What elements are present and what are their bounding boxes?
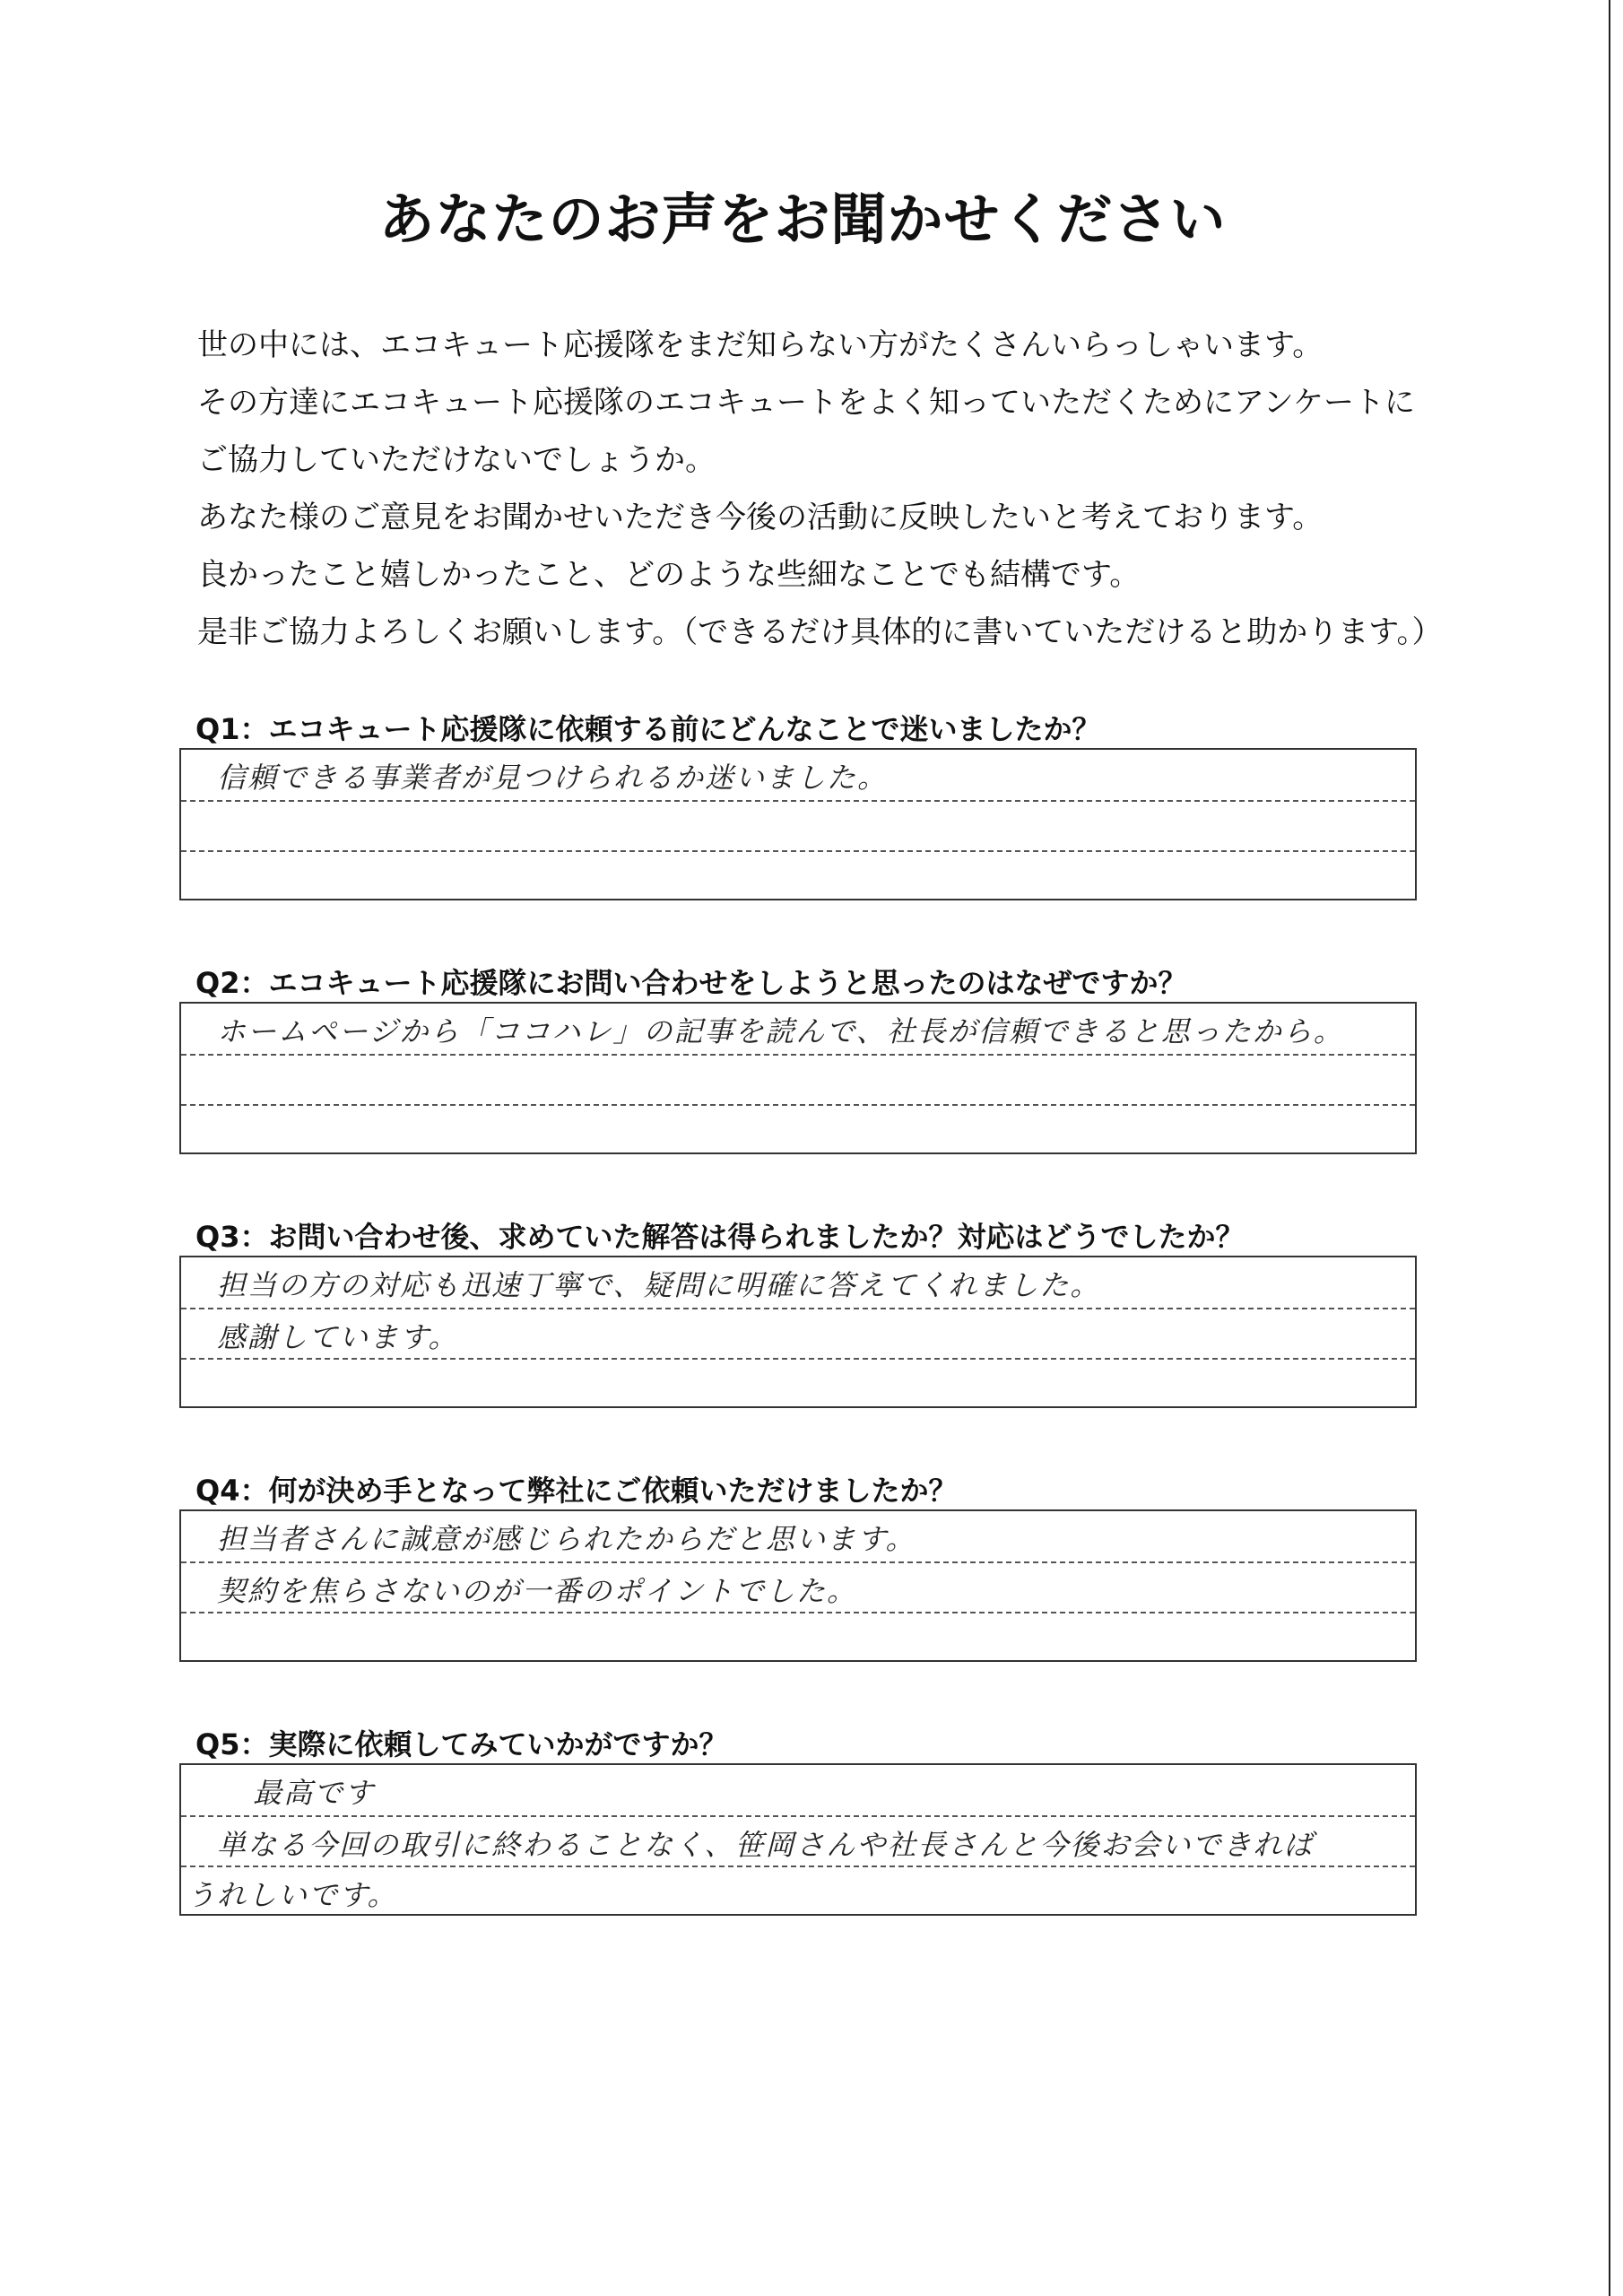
answer-line	[181, 850, 1415, 902]
handwritten-answer: 単なる今回の取引に終わることなく、笹岡さんや社長さんと今後お会いできれば	[217, 1828, 1315, 1862]
intro-line: その方達にエコキュート応援隊のエコキュートをよく知っていただくためにアンケートに	[197, 385, 1415, 421]
answer-line	[181, 800, 1415, 852]
answer-line	[181, 1765, 1415, 1815]
page-title: あなたのお声をお聞かせください	[378, 187, 1227, 252]
handwritten-answer: 最高です	[253, 1776, 376, 1810]
answer-line	[181, 1308, 1415, 1360]
question-label-q4: Q4：何が決め手となって弊社にご依頼いただけましたか？	[195, 1474, 958, 1508]
handwritten-answer: うれしいです。	[187, 1878, 398, 1912]
question-label-q1: Q1：エコキュート応援隊に依頼する前にどんなことで迷いましたか？	[195, 712, 1101, 746]
answer-box-q1	[179, 748, 1417, 900]
answer-line	[181, 1561, 1415, 1613]
handwritten-answer: ホームページから「ココハレ」の記事を読んで、社長が信頼できると思ったから。	[217, 1014, 1344, 1048]
intro-line: 是非ご協力よろしくお願いします。（できるだけ具体的に書いていただけると助かります。）	[197, 614, 1443, 650]
answer-line	[181, 1257, 1415, 1308]
question-label-q5: Q5：実際に依頼してみていかがですか？	[195, 1727, 728, 1761]
answer-box-q4	[179, 1509, 1417, 1662]
answer-line	[181, 750, 1415, 800]
handwritten-answer: 担当の方の対応も迅速丁寧で、疑問に明確に答えてくれました。	[217, 1268, 1101, 1302]
handwritten-answer: 担当者さんに誠意が感じられたからだと思います。	[217, 1522, 916, 1556]
intro-text	[197, 317, 1453, 661]
answer-box-q5	[179, 1763, 1417, 1916]
answer-line	[181, 1104, 1415, 1156]
answer-box-q2	[179, 1002, 1417, 1154]
answer-line	[181, 1358, 1415, 1410]
answer-box-q3	[179, 1256, 1417, 1408]
handwritten-answer: 信頼できる事業者が見つけられるか迷いました。	[217, 761, 889, 795]
intro-line: 良かったこと嬉しかったこと、どのような些細なことでも結構です。	[197, 557, 1141, 593]
question-label-q2: Q2：エコキュート応援隊にお問い合わせをしようと思ったのはなぜですか？	[195, 966, 1187, 1000]
handwritten-answer: 契約を焦らさないのが一番のポイントでした。	[217, 1574, 858, 1608]
intro-line: あなた様のご意見をお聞かせいただき今後の活動に反映したいと考えております。	[197, 500, 1324, 535]
intro-line: ご協力していただけないでしょうか。	[197, 442, 716, 478]
answer-line	[181, 1612, 1415, 1664]
answer-line	[181, 1815, 1415, 1867]
answer-line	[181, 1511, 1415, 1561]
answer-line	[181, 1054, 1415, 1106]
page-edge	[1609, 0, 1610, 2296]
answer-line	[181, 1004, 1415, 1054]
question-label-q3: Q3：お問い合わせ後、求めていた解答は得られましたか？対応はどうでしたか？	[195, 1220, 1245, 1254]
answer-line	[181, 1866, 1415, 1918]
handwritten-answer: 感謝しています。	[217, 1320, 459, 1354]
intro-line: 世の中には、エコキュート応援隊をまだ知らない方がたくさんいらっしゃいます。	[197, 327, 1324, 363]
